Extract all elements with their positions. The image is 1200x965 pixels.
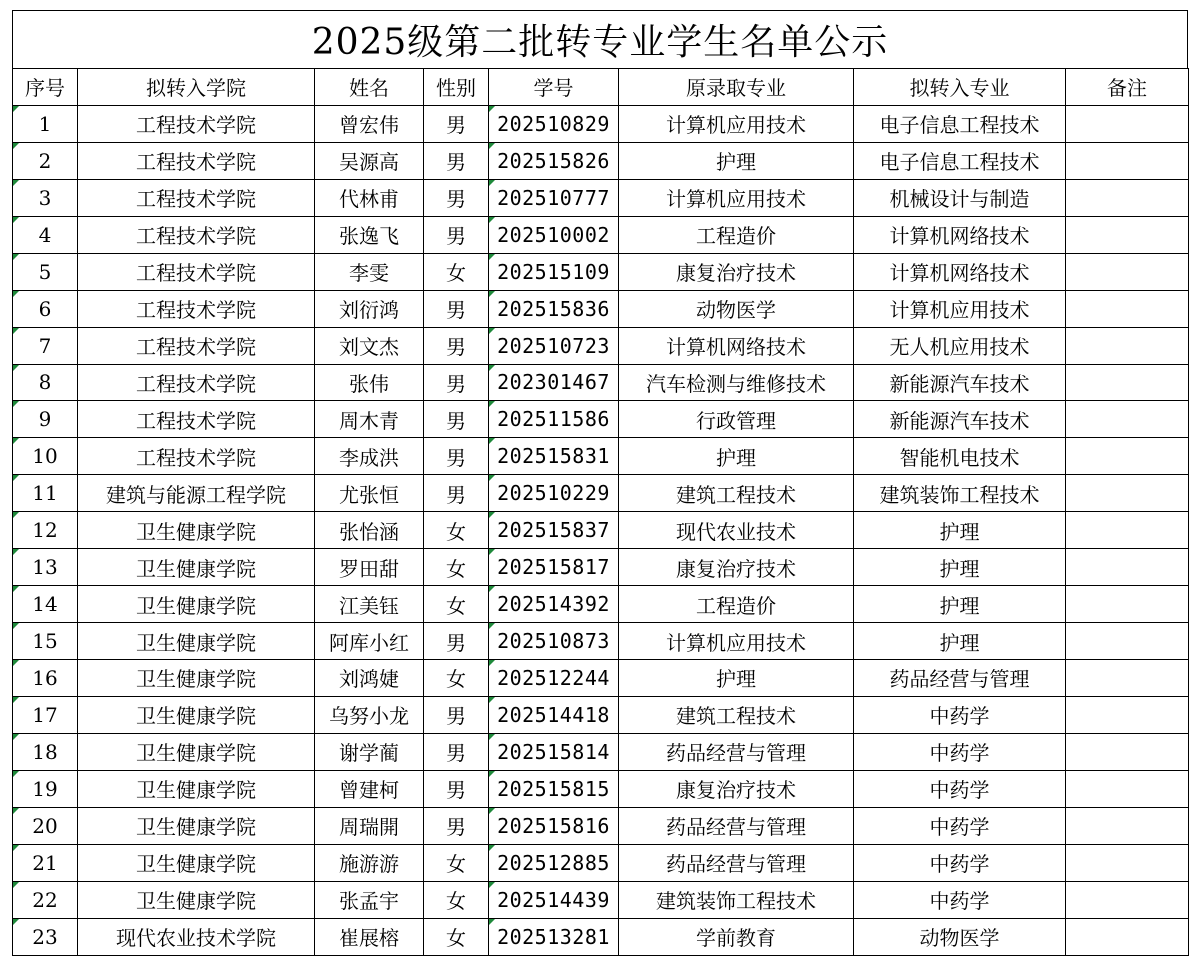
column-header-new-major: 拟转入专业 xyxy=(854,69,1066,106)
cell-student-id: 202514392 xyxy=(489,586,619,623)
cell-name: 代林甫 xyxy=(315,179,424,216)
table-row xyxy=(13,770,1189,807)
cell-student-id: 202515837 xyxy=(489,512,619,549)
cell-gender: 男 xyxy=(424,770,489,807)
cell-new-major: 动物医学 xyxy=(854,918,1066,955)
table-row xyxy=(13,179,1189,216)
cell-name: 曾建柯 xyxy=(315,770,424,807)
cell-original-major: 建筑工程技术 xyxy=(619,696,854,733)
spreadsheet xyxy=(12,10,1188,956)
cell-gender: 男 xyxy=(424,475,489,512)
cell-college: 卫生健康学院 xyxy=(78,512,315,549)
cell-student-id: 202515817 xyxy=(489,549,619,586)
cell-college: 工程技术学院 xyxy=(78,179,315,216)
cell-student-id: 202515815 xyxy=(489,770,619,807)
page-title: 2025级第二批转专业学生名单公示 xyxy=(12,10,1188,68)
cell-original-major: 建筑装饰工程技术 xyxy=(619,881,854,918)
column-header-name: 姓名 xyxy=(315,69,424,106)
cell-name: 张逸飞 xyxy=(315,216,424,253)
cell-name: 张怡涵 xyxy=(315,512,424,549)
cell-no: 16 xyxy=(13,660,78,697)
cell-remark xyxy=(1066,438,1189,475)
cell-remark xyxy=(1066,623,1189,660)
table-row xyxy=(13,364,1189,401)
cell-no: 2 xyxy=(13,142,78,179)
cell-no: 18 xyxy=(13,733,78,770)
cell-name: 张伟 xyxy=(315,364,424,401)
cell-college: 卫生健康学院 xyxy=(78,549,315,586)
table-row xyxy=(13,844,1189,881)
cell-original-major: 药品经营与管理 xyxy=(619,807,854,844)
cell-name: 谢学蔺 xyxy=(315,733,424,770)
cell-no: 10 xyxy=(13,438,78,475)
cell-gender: 男 xyxy=(424,401,489,438)
cell-gender: 女 xyxy=(424,660,489,697)
cell-new-major: 中药学 xyxy=(854,881,1066,918)
table-body xyxy=(13,105,1189,955)
cell-college: 卫生健康学院 xyxy=(78,844,315,881)
cell-remark xyxy=(1066,327,1189,364)
cell-gender: 女 xyxy=(424,881,489,918)
cell-gender: 女 xyxy=(424,512,489,549)
cell-original-major: 工程造价 xyxy=(619,216,854,253)
cell-original-major: 计算机应用技术 xyxy=(619,105,854,142)
cell-college: 工程技术学院 xyxy=(78,401,315,438)
cell-new-major: 机械设计与制造 xyxy=(854,179,1066,216)
table-row xyxy=(13,660,1189,697)
cell-gender: 男 xyxy=(424,290,489,327)
cell-college: 卫生健康学院 xyxy=(78,807,315,844)
cell-original-major: 康复治疗技术 xyxy=(619,253,854,290)
table-row xyxy=(13,733,1189,770)
table-row xyxy=(13,253,1189,290)
table-row xyxy=(13,881,1189,918)
cell-new-major: 建筑装饰工程技术 xyxy=(854,475,1066,512)
table-row xyxy=(13,438,1189,475)
cell-name: 李成洪 xyxy=(315,438,424,475)
cell-remark xyxy=(1066,105,1189,142)
table-row xyxy=(13,401,1189,438)
cell-remark xyxy=(1066,881,1189,918)
cell-original-major: 康复治疗技术 xyxy=(619,770,854,807)
cell-new-major: 护理 xyxy=(854,623,1066,660)
cell-name: 刘衍鸿 xyxy=(315,290,424,327)
cell-new-major: 中药学 xyxy=(854,807,1066,844)
cell-new-major: 电子信息工程技术 xyxy=(854,142,1066,179)
cell-remark xyxy=(1066,512,1189,549)
cell-no: 1 xyxy=(13,105,78,142)
cell-college: 工程技术学院 xyxy=(78,142,315,179)
table-row xyxy=(13,327,1189,364)
cell-remark xyxy=(1066,770,1189,807)
cell-college: 工程技术学院 xyxy=(78,327,315,364)
cell-student-id: 202510002 xyxy=(489,216,619,253)
cell-name: 阿库小红 xyxy=(315,623,424,660)
cell-remark xyxy=(1066,586,1189,623)
cell-student-id: 202513281 xyxy=(489,918,619,955)
cell-no: 4 xyxy=(13,216,78,253)
cell-original-major: 行政管理 xyxy=(619,401,854,438)
cell-gender: 女 xyxy=(424,253,489,290)
cell-new-major: 计算机网络技术 xyxy=(854,253,1066,290)
cell-no: 9 xyxy=(13,401,78,438)
cell-student-id: 202515814 xyxy=(489,733,619,770)
table-row xyxy=(13,549,1189,586)
cell-new-major: 中药学 xyxy=(854,770,1066,807)
cell-student-id: 202510777 xyxy=(489,179,619,216)
cell-no: 5 xyxy=(13,253,78,290)
cell-remark xyxy=(1066,401,1189,438)
cell-remark xyxy=(1066,475,1189,512)
cell-student-id: 202510873 xyxy=(489,623,619,660)
cell-college: 卫生健康学院 xyxy=(78,623,315,660)
cell-gender: 女 xyxy=(424,549,489,586)
cell-name: 罗田甜 xyxy=(315,549,424,586)
cell-gender: 男 xyxy=(424,438,489,475)
cell-gender: 男 xyxy=(424,733,489,770)
cell-gender: 男 xyxy=(424,807,489,844)
table-row xyxy=(13,475,1189,512)
cell-gender: 女 xyxy=(424,918,489,955)
cell-no: 17 xyxy=(13,696,78,733)
column-header-remark: 备注 xyxy=(1066,69,1189,106)
cell-name: 刘鸿婕 xyxy=(315,660,424,697)
cell-new-major: 新能源汽车技术 xyxy=(854,401,1066,438)
table-row xyxy=(13,696,1189,733)
cell-original-major: 护理 xyxy=(619,438,854,475)
cell-college: 工程技术学院 xyxy=(78,290,315,327)
table-row xyxy=(13,290,1189,327)
table-row xyxy=(13,918,1189,955)
cell-remark xyxy=(1066,290,1189,327)
cell-student-id: 202301467 xyxy=(489,364,619,401)
cell-gender: 女 xyxy=(424,844,489,881)
cell-student-id: 202515826 xyxy=(489,142,619,179)
cell-new-major: 中药学 xyxy=(854,844,1066,881)
cell-student-id: 202515831 xyxy=(489,438,619,475)
cell-new-major: 电子信息工程技术 xyxy=(854,105,1066,142)
cell-college: 现代农业技术学院 xyxy=(78,918,315,955)
cell-college: 工程技术学院 xyxy=(78,438,315,475)
cell-college: 卫生健康学院 xyxy=(78,696,315,733)
table-row xyxy=(13,216,1189,253)
cell-remark xyxy=(1066,179,1189,216)
cell-student-id: 202515816 xyxy=(489,807,619,844)
cell-original-major: 动物医学 xyxy=(619,290,854,327)
cell-college: 建筑与能源工程学院 xyxy=(78,475,315,512)
cell-college: 卫生健康学院 xyxy=(78,770,315,807)
cell-original-major: 工程造价 xyxy=(619,586,854,623)
cell-original-major: 建筑工程技术 xyxy=(619,475,854,512)
cell-remark xyxy=(1066,696,1189,733)
cell-no: 7 xyxy=(13,327,78,364)
cell-new-major: 护理 xyxy=(854,512,1066,549)
cell-name: 周木青 xyxy=(315,401,424,438)
cell-student-id: 202510829 xyxy=(489,105,619,142)
cell-student-id: 202512244 xyxy=(489,660,619,697)
cell-new-major: 药品经营与管理 xyxy=(854,660,1066,697)
cell-college: 卫生健康学院 xyxy=(78,881,315,918)
cell-student-id: 202514439 xyxy=(489,881,619,918)
cell-name: 崔展榕 xyxy=(315,918,424,955)
cell-gender: 男 xyxy=(424,179,489,216)
cell-original-major: 药品经营与管理 xyxy=(619,733,854,770)
cell-original-major: 现代农业技术 xyxy=(619,512,854,549)
cell-remark xyxy=(1066,918,1189,955)
cell-no: 23 xyxy=(13,918,78,955)
cell-no: 6 xyxy=(13,290,78,327)
header-row xyxy=(13,69,1189,106)
cell-original-major: 计算机网络技术 xyxy=(619,327,854,364)
cell-student-id: 202515836 xyxy=(489,290,619,327)
cell-gender: 女 xyxy=(424,586,489,623)
cell-college: 工程技术学院 xyxy=(78,105,315,142)
cell-name: 曾宏伟 xyxy=(315,105,424,142)
cell-original-major: 汽车检测与维修技术 xyxy=(619,364,854,401)
cell-remark xyxy=(1066,807,1189,844)
cell-original-major: 药品经营与管理 xyxy=(619,844,854,881)
cell-student-id: 202515109 xyxy=(489,253,619,290)
cell-name: 施游游 xyxy=(315,844,424,881)
column-header-student-id: 学号 xyxy=(489,69,619,106)
cell-name: 吴源高 xyxy=(315,142,424,179)
cell-remark xyxy=(1066,660,1189,697)
cell-no: 13 xyxy=(13,549,78,586)
cell-new-major: 计算机网络技术 xyxy=(854,216,1066,253)
table-row xyxy=(13,105,1189,142)
cell-new-major: 护理 xyxy=(854,586,1066,623)
cell-college: 卫生健康学院 xyxy=(78,660,315,697)
cell-name: 张孟宇 xyxy=(315,881,424,918)
cell-remark xyxy=(1066,216,1189,253)
column-header-gender: 性别 xyxy=(424,69,489,106)
cell-college: 工程技术学院 xyxy=(78,216,315,253)
table-row xyxy=(13,586,1189,623)
cell-original-major: 康复治疗技术 xyxy=(619,549,854,586)
cell-name: 李雯 xyxy=(315,253,424,290)
column-header-original-major: 原录取专业 xyxy=(619,69,854,106)
cell-remark xyxy=(1066,253,1189,290)
cell-gender: 男 xyxy=(424,105,489,142)
cell-no: 19 xyxy=(13,770,78,807)
cell-remark xyxy=(1066,142,1189,179)
cell-college: 工程技术学院 xyxy=(78,364,315,401)
cell-new-major: 护理 xyxy=(854,549,1066,586)
cell-new-major: 中药学 xyxy=(854,696,1066,733)
cell-student-id: 202510723 xyxy=(489,327,619,364)
table-row xyxy=(13,807,1189,844)
table-row xyxy=(13,512,1189,549)
cell-name: 乌努小龙 xyxy=(315,696,424,733)
cell-no: 22 xyxy=(13,881,78,918)
cell-no: 14 xyxy=(13,586,78,623)
cell-new-major: 计算机应用技术 xyxy=(854,290,1066,327)
cell-original-major: 计算机应用技术 xyxy=(619,179,854,216)
cell-original-major: 计算机应用技术 xyxy=(619,623,854,660)
cell-name: 江美钰 xyxy=(315,586,424,623)
cell-remark xyxy=(1066,733,1189,770)
cell-remark xyxy=(1066,549,1189,586)
cell-student-id: 202511586 xyxy=(489,401,619,438)
cell-no: 11 xyxy=(13,475,78,512)
cell-new-major: 新能源汽车技术 xyxy=(854,364,1066,401)
column-header-no: 序号 xyxy=(13,69,78,106)
cell-name: 周瑞開 xyxy=(315,807,424,844)
cell-no: 20 xyxy=(13,807,78,844)
cell-student-id: 202510229 xyxy=(489,475,619,512)
cell-gender: 男 xyxy=(424,364,489,401)
cell-gender: 男 xyxy=(424,327,489,364)
cell-remark xyxy=(1066,364,1189,401)
cell-student-id: 202514418 xyxy=(489,696,619,733)
table-row xyxy=(13,623,1189,660)
cell-no: 21 xyxy=(13,844,78,881)
cell-new-major: 中药学 xyxy=(854,733,1066,770)
student-table xyxy=(12,68,1189,956)
cell-remark xyxy=(1066,844,1189,881)
cell-college: 卫生健康学院 xyxy=(78,586,315,623)
cell-gender: 男 xyxy=(424,142,489,179)
cell-original-major: 护理 xyxy=(619,142,854,179)
cell-student-id: 202512885 xyxy=(489,844,619,881)
cell-no: 12 xyxy=(13,512,78,549)
cell-gender: 男 xyxy=(424,216,489,253)
cell-no: 15 xyxy=(13,623,78,660)
cell-original-major: 护理 xyxy=(619,660,854,697)
cell-college: 工程技术学院 xyxy=(78,253,315,290)
cell-new-major: 无人机应用技术 xyxy=(854,327,1066,364)
cell-no: 8 xyxy=(13,364,78,401)
cell-gender: 男 xyxy=(424,623,489,660)
cell-new-major: 智能机电技术 xyxy=(854,438,1066,475)
cell-gender: 男 xyxy=(424,696,489,733)
cell-name: 刘文杰 xyxy=(315,327,424,364)
cell-name: 尤张恒 xyxy=(315,475,424,512)
table-row xyxy=(13,142,1189,179)
column-header-college: 拟转入学院 xyxy=(78,69,315,106)
cell-no: 3 xyxy=(13,179,78,216)
cell-original-major: 学前教育 xyxy=(619,918,854,955)
cell-college: 卫生健康学院 xyxy=(78,733,315,770)
